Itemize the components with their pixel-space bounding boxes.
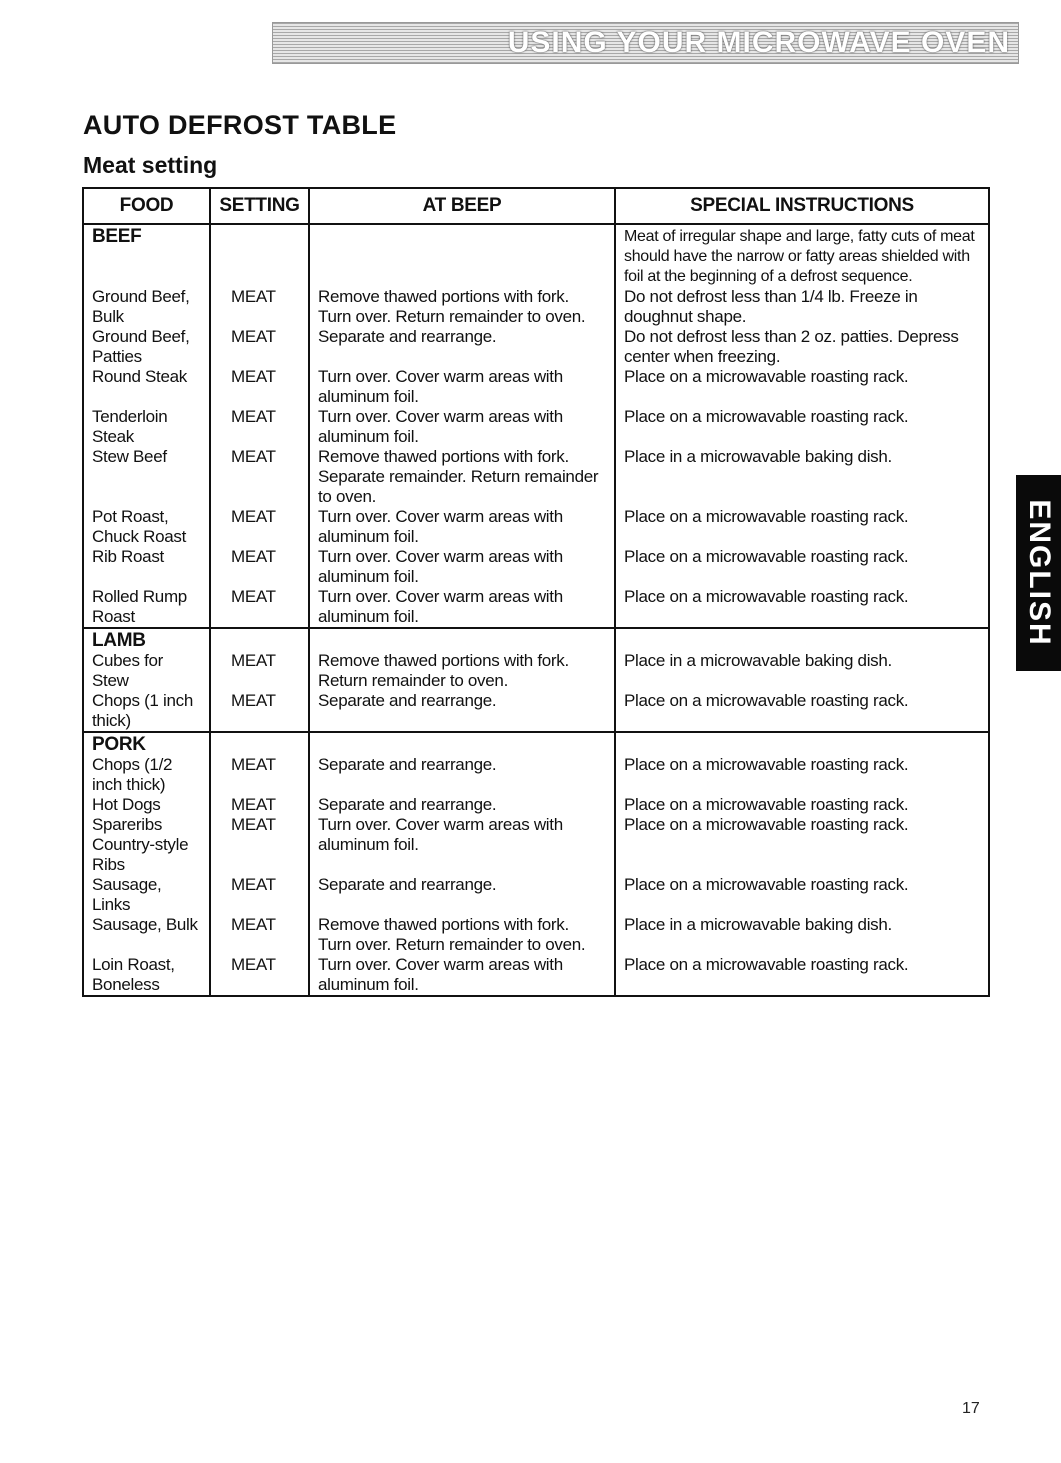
setting-cell: MEAT (231, 651, 276, 670)
setting-cell: MEAT (210, 815, 309, 875)
table-row (83, 691, 989, 732)
setting-cell: MEAT (231, 755, 276, 774)
food-cell: Rib Roast (83, 547, 210, 587)
special-cell: Do not defrost less than 2 oz. patties. Depress center when freezing. (615, 327, 989, 367)
special-cell: Place in a microwavable baking dish. (615, 447, 989, 507)
at-beep-cell: Turn over. Cover warm areas with aluminum foil. (309, 507, 615, 547)
food-cell: Rolled Rump Roast (83, 587, 210, 628)
at-beep-cell: Separate and rearrange. (318, 755, 497, 774)
food-cell: Ground Beef, Patties (83, 327, 210, 367)
page-subtitle: Meat setting (83, 152, 218, 178)
table-row (83, 587, 989, 628)
at-beep-cell: Turn over. Cover warm areas with aluminum foil. (309, 587, 615, 628)
setting-cell: MEAT (210, 547, 309, 587)
at-beep-cell: Turn over. Cover warm areas with aluminum foil. (309, 547, 615, 587)
food-cell: Chops (1 inch thick) (83, 691, 210, 732)
table-row (83, 367, 989, 407)
special-cell: Do not defrost less than 1/4 lb. Freeze in doughnut shape. (615, 287, 989, 327)
section-label-pork: PORK (92, 734, 146, 755)
food-cell: Cubes for Stew (92, 651, 164, 690)
table-row (83, 507, 989, 547)
column-header-food: FOOD (83, 188, 210, 224)
table-row (83, 547, 989, 587)
setting-cell: MEAT (210, 795, 309, 815)
section-label-lamb: LAMB (92, 630, 146, 651)
at-beep-cell: Separate and rearrange. (309, 795, 615, 815)
food-cell: Stew Beef (83, 447, 210, 507)
header-banner-text: USING YOUR MICROWAVE OVEN (507, 26, 1010, 59)
setting-cell: MEAT (210, 587, 309, 628)
at-beep-cell: Remove thawed portions with fork. Return remainder to oven. (318, 651, 569, 690)
table-row (83, 287, 989, 327)
special-cell: Place on a microwavable roasting rack. (615, 691, 989, 732)
column-header-special-instructions: SPECIAL INSTRUCTIONS (615, 188, 989, 224)
special-cell: Place on a microwavable roasting rack. (615, 407, 989, 447)
special-cell: Place on a microwavable roasting rack. (615, 815, 989, 875)
page-title: AUTO DEFROST TABLE (83, 110, 397, 140)
table-row (83, 447, 989, 507)
setting-cell: MEAT (210, 447, 309, 507)
food-cell: Chops (1/2 inch thick) (92, 755, 173, 794)
setting-cell: MEAT (210, 955, 309, 996)
setting-cell: MEAT (210, 327, 309, 367)
section-beef (83, 224, 989, 628)
table-row (83, 875, 989, 915)
language-tab-label: ENGLISH (1022, 499, 1056, 647)
column-header-at-beep: AT BEEP (309, 188, 615, 224)
special-cell: Place on a microwavable roasting rack. (615, 547, 989, 587)
table-row (83, 732, 989, 795)
special-cell: Place on a microwavable roasting rack. (615, 507, 989, 547)
food-cell: Sausage, Links (83, 875, 210, 915)
at-beep-cell: Turn over. Cover warm areas with aluminum foil. (309, 367, 615, 407)
at-beep-cell: Separate and rearrange. (309, 691, 615, 732)
special-cell: Place on a microwavable roasting rack. (615, 875, 989, 915)
section-label-beef: BEEF (92, 226, 142, 247)
special-cell: Place in a microwavable baking dish. (624, 651, 892, 670)
setting-cell: MEAT (210, 367, 309, 407)
auto-defrost-table (82, 187, 990, 997)
table-row (83, 224, 989, 287)
at-beep-cell: Turn over. Cover warm areas with aluminum foil. (309, 407, 615, 447)
setting-cell: MEAT (210, 915, 309, 955)
table-row (83, 915, 989, 955)
page-number: 17 (962, 1400, 980, 1417)
food-cell: Hot Dogs (83, 795, 210, 815)
special-cell: Place on a microwavable roasting rack. (615, 587, 989, 628)
food-cell: Ground Beef, Bulk (83, 287, 210, 327)
food-cell: Loin Roast, Boneless (83, 955, 210, 996)
section-lamb (83, 628, 989, 732)
at-beep-cell: Remove thawed portions with fork. Separate remainder. Return remainder to oven. (309, 447, 615, 507)
at-beep-cell: Remove thawed portions with fork. Turn over. Return remainder to oven. (309, 915, 615, 955)
special-cell: Place on a microwavable roasting rack. (615, 795, 989, 815)
column-header-setting: SETTING (210, 188, 309, 224)
at-beep-cell: Turn over. Cover warm areas with aluminum foil. (309, 815, 615, 875)
setting-cell: MEAT (210, 507, 309, 547)
food-cell: Tenderloin Steak (83, 407, 210, 447)
table-row (83, 955, 989, 996)
setting-cell: MEAT (210, 691, 309, 732)
special-cell: Place on a microwavable roasting rack. (615, 367, 989, 407)
table-row (83, 795, 989, 815)
at-beep-cell: Separate and rearrange. (309, 327, 615, 367)
at-beep-cell: Remove thawed portions with fork. Turn over. Return remainder to oven. (309, 287, 615, 327)
table-row (83, 628, 989, 691)
table-row (83, 407, 989, 447)
table-row (83, 327, 989, 367)
language-tab (1016, 475, 1061, 671)
special-cell: Place in a microwavable baking dish. (615, 915, 989, 955)
header-banner (272, 22, 1019, 64)
table-header-row (83, 188, 989, 224)
food-cell: Pot Roast, Chuck Roast (83, 507, 210, 547)
setting-cell: MEAT (210, 407, 309, 447)
food-cell: Spareribs Country-style Ribs (83, 815, 210, 875)
at-beep-cell: Turn over. Cover warm areas with aluminum foil. (309, 955, 615, 996)
at-beep-cell: Separate and rearrange. (309, 875, 615, 915)
setting-cell: MEAT (210, 287, 309, 327)
section-note: Meat of irregular shape and large, fatty cuts of meat should have the narrow or fatty areas shielded with foil at the beginning of a defrost sequence. (615, 224, 989, 287)
special-cell: Place on a microwavable roasting rack. (615, 955, 989, 996)
special-cell: Place on a microwavable roasting rack. (624, 755, 909, 774)
food-cell: Sausage, Bulk (83, 915, 210, 955)
table-row (83, 815, 989, 875)
food-cell: Round Steak (83, 367, 210, 407)
section-pork (83, 732, 989, 996)
setting-cell: MEAT (210, 875, 309, 915)
